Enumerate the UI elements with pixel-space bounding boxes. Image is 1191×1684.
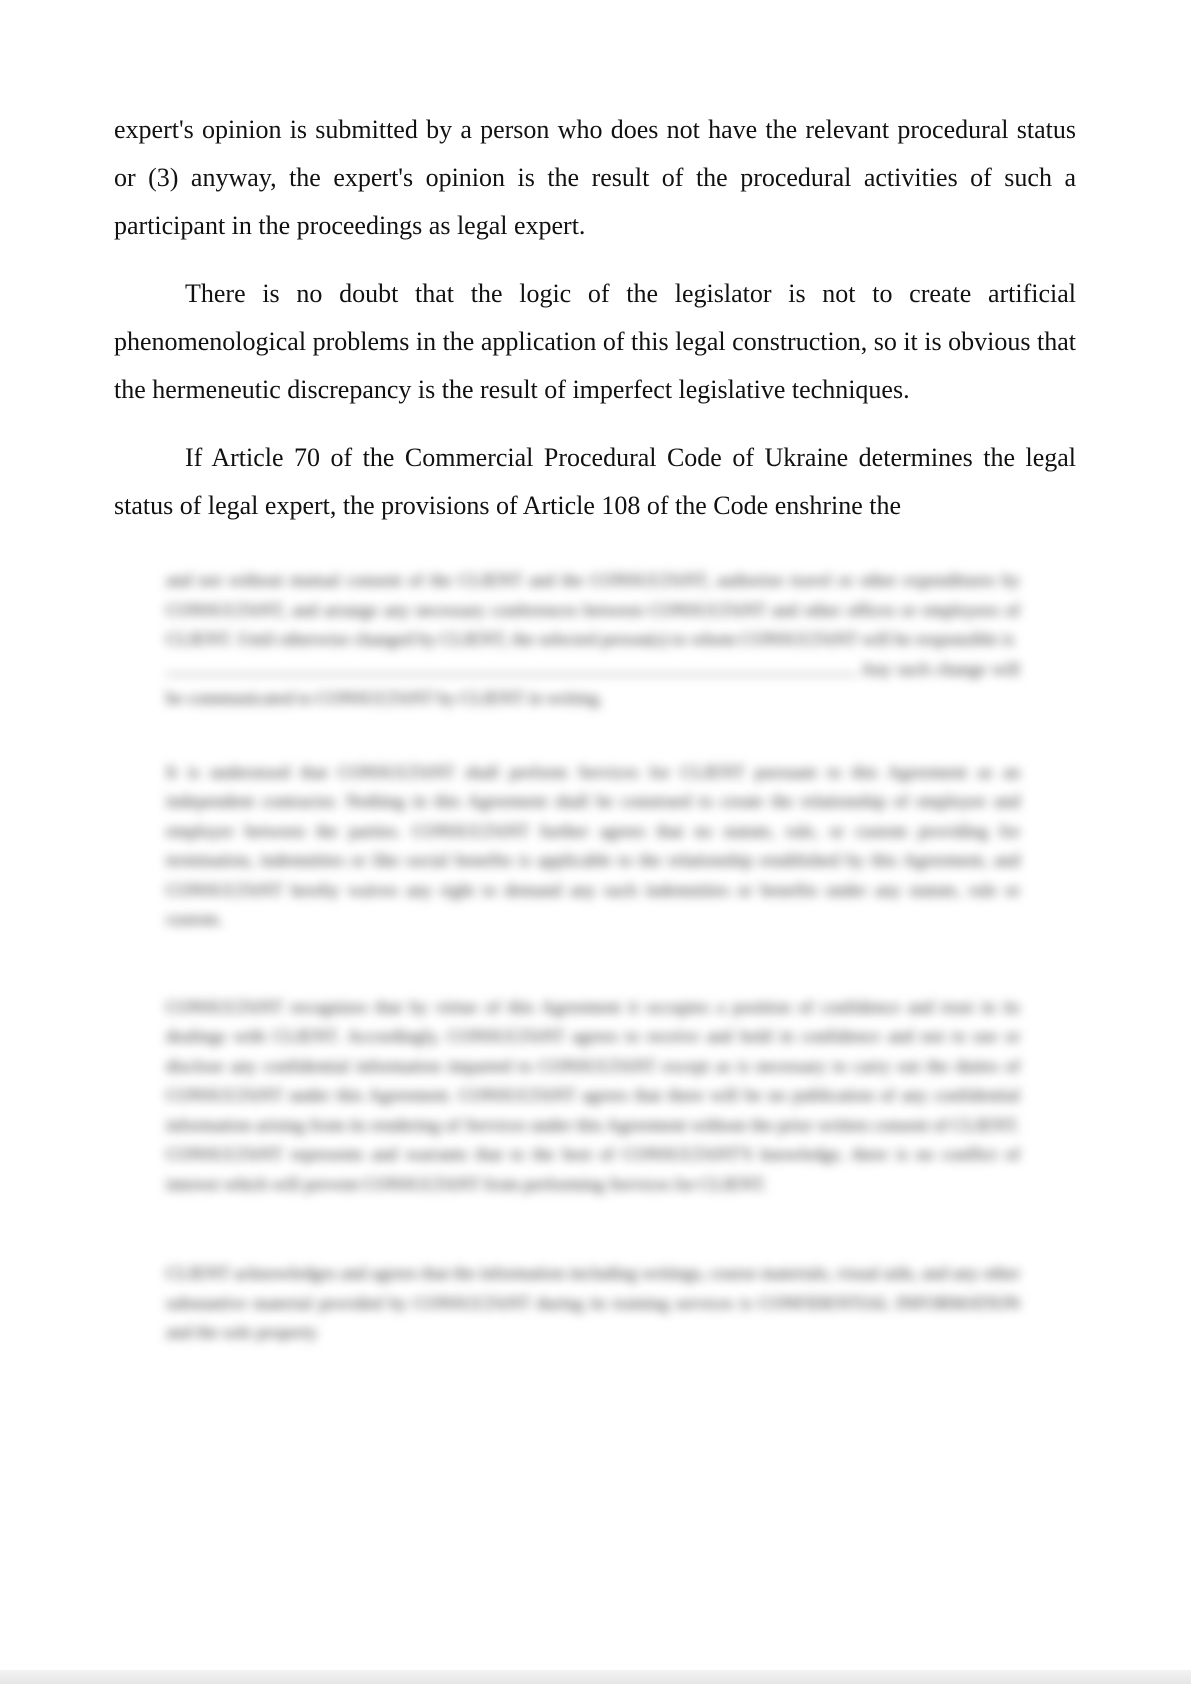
visible-text-region bbox=[0, 0, 1191, 562]
blurred-paragraph-1 bbox=[166, 566, 1020, 714]
blurred-paragraph-3: CONSULTANT recognizes that by virtue of this Agreement it occupies a position of confidence and trust in its dealings with CLIENT. Accordingly, CONSULTANT agrees to receive and hold in confidence and not to use or disclose any confidential information imparted to CONSULTANT except as is necessary to carry out the duties of CONSULTANT under this Agreement. CONSULTANT agrees that there will be no publication of any confidential information arising from its rendering of Services under this Agreement without the prior written consent of CLIENT. CONSULTANT represents and warrants that to the best of CONSULTANT'S knowledge, there is no conflict of interest which will prevent CONSULTANT from performing Services for CLIENT. bbox=[166, 996, 1020, 1194]
signature-line bbox=[166, 658, 856, 675]
blurred-paragraph-2: It is understood that CONSULTANT shall perform Services for CLIENT pursuant to this Agreement as an independent contractor. Nothing in this Agreement shall be construed to create the relationship of employee and employer between the parties. CONSULTANT further agrees that no statute, rule, or custom providing for termination, indemnities or like social benefits is applicable to the relationship established by this Agreement, and CONSULTANT hereby waives any right to demand any such indemnities or benefits under any statute, rule or custom. bbox=[166, 761, 1020, 929]
document-body bbox=[114, 106, 1076, 530]
paragraph-1: expert's opinion is submitted by a person who does not have the relevant procedural status or (3) anyway, the expert's opinion is the result of the procedural activities of such a participant in the proceedings as legal expert. bbox=[114, 115, 1076, 240]
paragraph-3: If Article 70 of the Commercial Procedural Code of Ukraine determines the legal status of legal expert, the provisions of Article 108 of the Code enshrine the bbox=[114, 443, 1076, 520]
bottom-edge-shadow bbox=[0, 1670, 1191, 1684]
blurred-paragraph-4: CLIENT acknowledges and agrees that the information including writings, course materials, visual aids, and any other substantive material provided by CONSULTANT during its training services is CONFIDENTIAL INFORMATION and the sole property bbox=[166, 1263, 1020, 1342]
paragraph-2: There is no doubt that the logic of the legislator is not to create artificial phenomenological problems in the application of this legal construction, so it is obvious that the hermeneutic discrepancy is the result of imperfect legislative techniques. bbox=[114, 279, 1076, 404]
blurred-paragraph-1-text: and not without mutual consent of the CLIENT and the CONSULTANT, authorize travel or other expenditures by CONSULTANT, and arrange any necessary conferences between CONSULTANT and other offices or employees of CLIENT. Until otherwise changed by CLIENT, the selected person(s) to whom CONSULTANT will be responsible is bbox=[166, 570, 1020, 649]
blurred-paragraph-1b-text: Any such change will be communicated to CONSULTANT by CLIENT in writing. bbox=[166, 658, 1020, 708]
blurred-preview bbox=[166, 566, 1020, 1406]
